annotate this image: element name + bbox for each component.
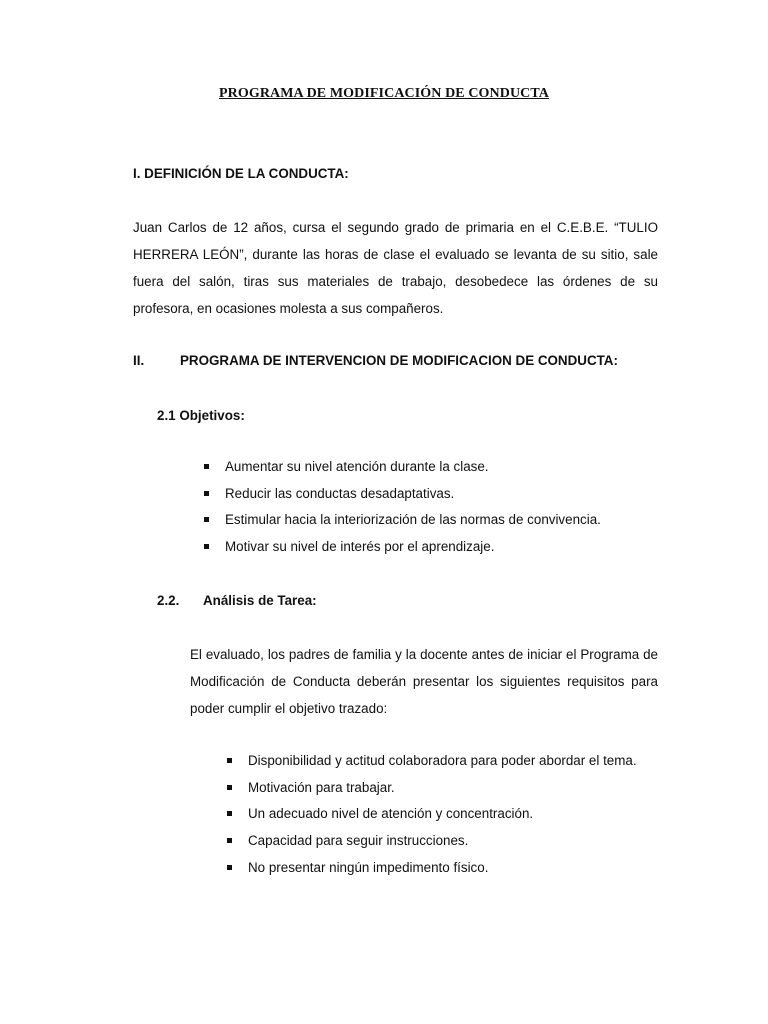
objetivos-heading: 2.1 Objetivos: xyxy=(157,408,245,423)
list-item: Reducir las conductas desadaptativas. xyxy=(203,481,663,508)
section-1-text: Juan Carlos de 12 años, cursa el segundo grado de primaria en el C.E.B.E. “TULIO HERRERA LEÓN”, durante las horas de clase el evaluado se levanta de su sitio, sale fuera del salón, tiras sus materiales de trabajo, desobedece las órdenes de su profesora, en ocasiones molesta a sus compañeros. xyxy=(133,220,658,316)
analisis-number: 2.2. xyxy=(157,593,180,608)
analisis-text: El evaluado, los padres de familia y la docente antes de iniciar el Programa de Modificación de Conducta deberán presentar los siguientes requisitos para poder cumplir el objetivo trazado: xyxy=(190,647,658,716)
section-2-heading: PROGRAMA DE INTERVENCION DE MODIFICACION DE CONDUCTA: xyxy=(180,353,618,368)
section-1-paragraph xyxy=(133,214,658,322)
list-item: Disponibilidad y actitud colaboradora para poder abordar el tema. xyxy=(226,748,658,775)
objetivos-list xyxy=(203,454,663,561)
document-title: PROGRAMA DE MODIFICACIÓN DE CONDUCTA xyxy=(218,86,549,101)
analisis-paragraph xyxy=(190,641,658,722)
list-item: Estimular hacia la interiorización de las normas de convivencia. xyxy=(203,507,663,534)
requisitos-list xyxy=(226,748,658,882)
section-2-number: II. xyxy=(133,353,145,368)
list-item: No presentar ningún impedimento físico. xyxy=(226,855,658,882)
list-item: Motivación para trabajar. xyxy=(226,775,658,802)
list-item: Capacidad para seguir instrucciones. xyxy=(226,828,658,855)
list-item: Motivar su nivel de interés por el aprendizaje. xyxy=(203,534,663,561)
analisis-heading: Análisis de Tarea: xyxy=(203,593,317,608)
list-item: Un adecuado nivel de atención y concentración. xyxy=(226,801,658,828)
list-item: Aumentar su nivel atención durante la clase. xyxy=(203,454,663,481)
section-1-heading: I. DEFINICIÓN DE LA CONDUCTA: xyxy=(133,166,349,181)
